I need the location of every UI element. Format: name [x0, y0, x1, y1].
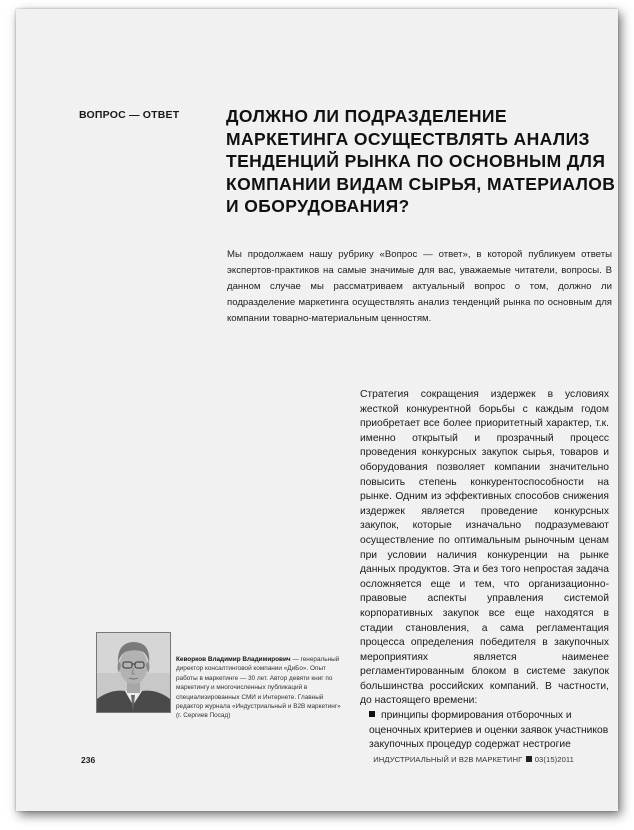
journal-title: ИНДУСТРИАЛЬНЫЙ И B2B МАРКЕТИНГ — [373, 755, 523, 764]
magazine-page — [16, 9, 618, 811]
section-label: ВОПРОС — ОТВЕТ — [79, 109, 180, 121]
article-body — [360, 388, 609, 753]
bullet-text: принципы формирования отборочных и оценочных критериев и оценки заявок участников закупочных процедур содержат нестрогие — [369, 710, 609, 751]
author-bio — [176, 655, 346, 721]
body-bullet-item — [360, 709, 609, 753]
article-headline: ДОЛЖНО ЛИ ПОДРАЗДЕЛЕНИЕ МАРКЕТИНГА ОСУЩЕСТВЛЯТЬ АНАЛИЗ ТЕНДЕНЦИЙ РЫНКА ПО ОСНОВНЫМ ДЛЯ КОМПАНИИ ВИДАМ СЫРЬЯ, МАТЕРИАЛОВ И ОБОРУДОВАНИЯ? — [226, 106, 616, 216]
bullet-square-icon — [369, 711, 375, 717]
page-number: 236 — [81, 755, 96, 765]
author-description: — генеральный директор консалтинговой компании «ДиБо». Опыт работы в маркетинге — 30 лет. Автор девяти книг по маркетингу и многочисленных публикаций в специализированных СМИ и Интернете. Главный редактор журнала «Индустриальный и B2B маркетинг» (г. Сергиев Посад) — [176, 656, 341, 720]
journal-footer — [373, 755, 574, 764]
issue-number: 03(15)2011 — [534, 755, 574, 764]
author-name: Кеворков Владимир Владимирович — [176, 656, 291, 663]
author-photo — [96, 632, 171, 713]
article-intro: Мы продолжаем нашу рубрику «Вопрос — ответ», в которой публикуем ответы экспертов-практиков на самые значимые для вас, уважаемые читатели, вопросы. В данном случае мы рассматриваем актуальный вопрос о том, должно ли подразделение маркетинга осуществлять анализ тенденций рынка по основным для компании товарно-материальным ценностям. — [227, 249, 612, 324]
separator-square-icon — [526, 756, 532, 762]
body-paragraph: Стратегия сокращения издержек в условиях жесткой конкурентной борьбы с каждым годом приобретает все более приоритетный характер, т.к. именно открытый и прозрачный процесс проведения конкурсных закупок сырья, товаров и оборудования позволяет компании значительно повысить степень конкурентоспособности на рынке. Одним из эффективных способов снижения издержек является проведение конкурсных закупок, которые изначально подразумевают осуществление по оптимальным рыночным ценам при условии наличия конкуренции на рынке данных продуктов. Эта и без того непростая задача осложняется еще и тем, что организационно-правовые аспекты управления системой корпоративных закупок все еще находятся в стадии становления, а сама регламентация процесса определения победителя в закупочных мероприятиях является наименее регламентированным блоком в системе закупок большинства российских компаний. В частности, до настоящего времени: — [360, 389, 609, 707]
